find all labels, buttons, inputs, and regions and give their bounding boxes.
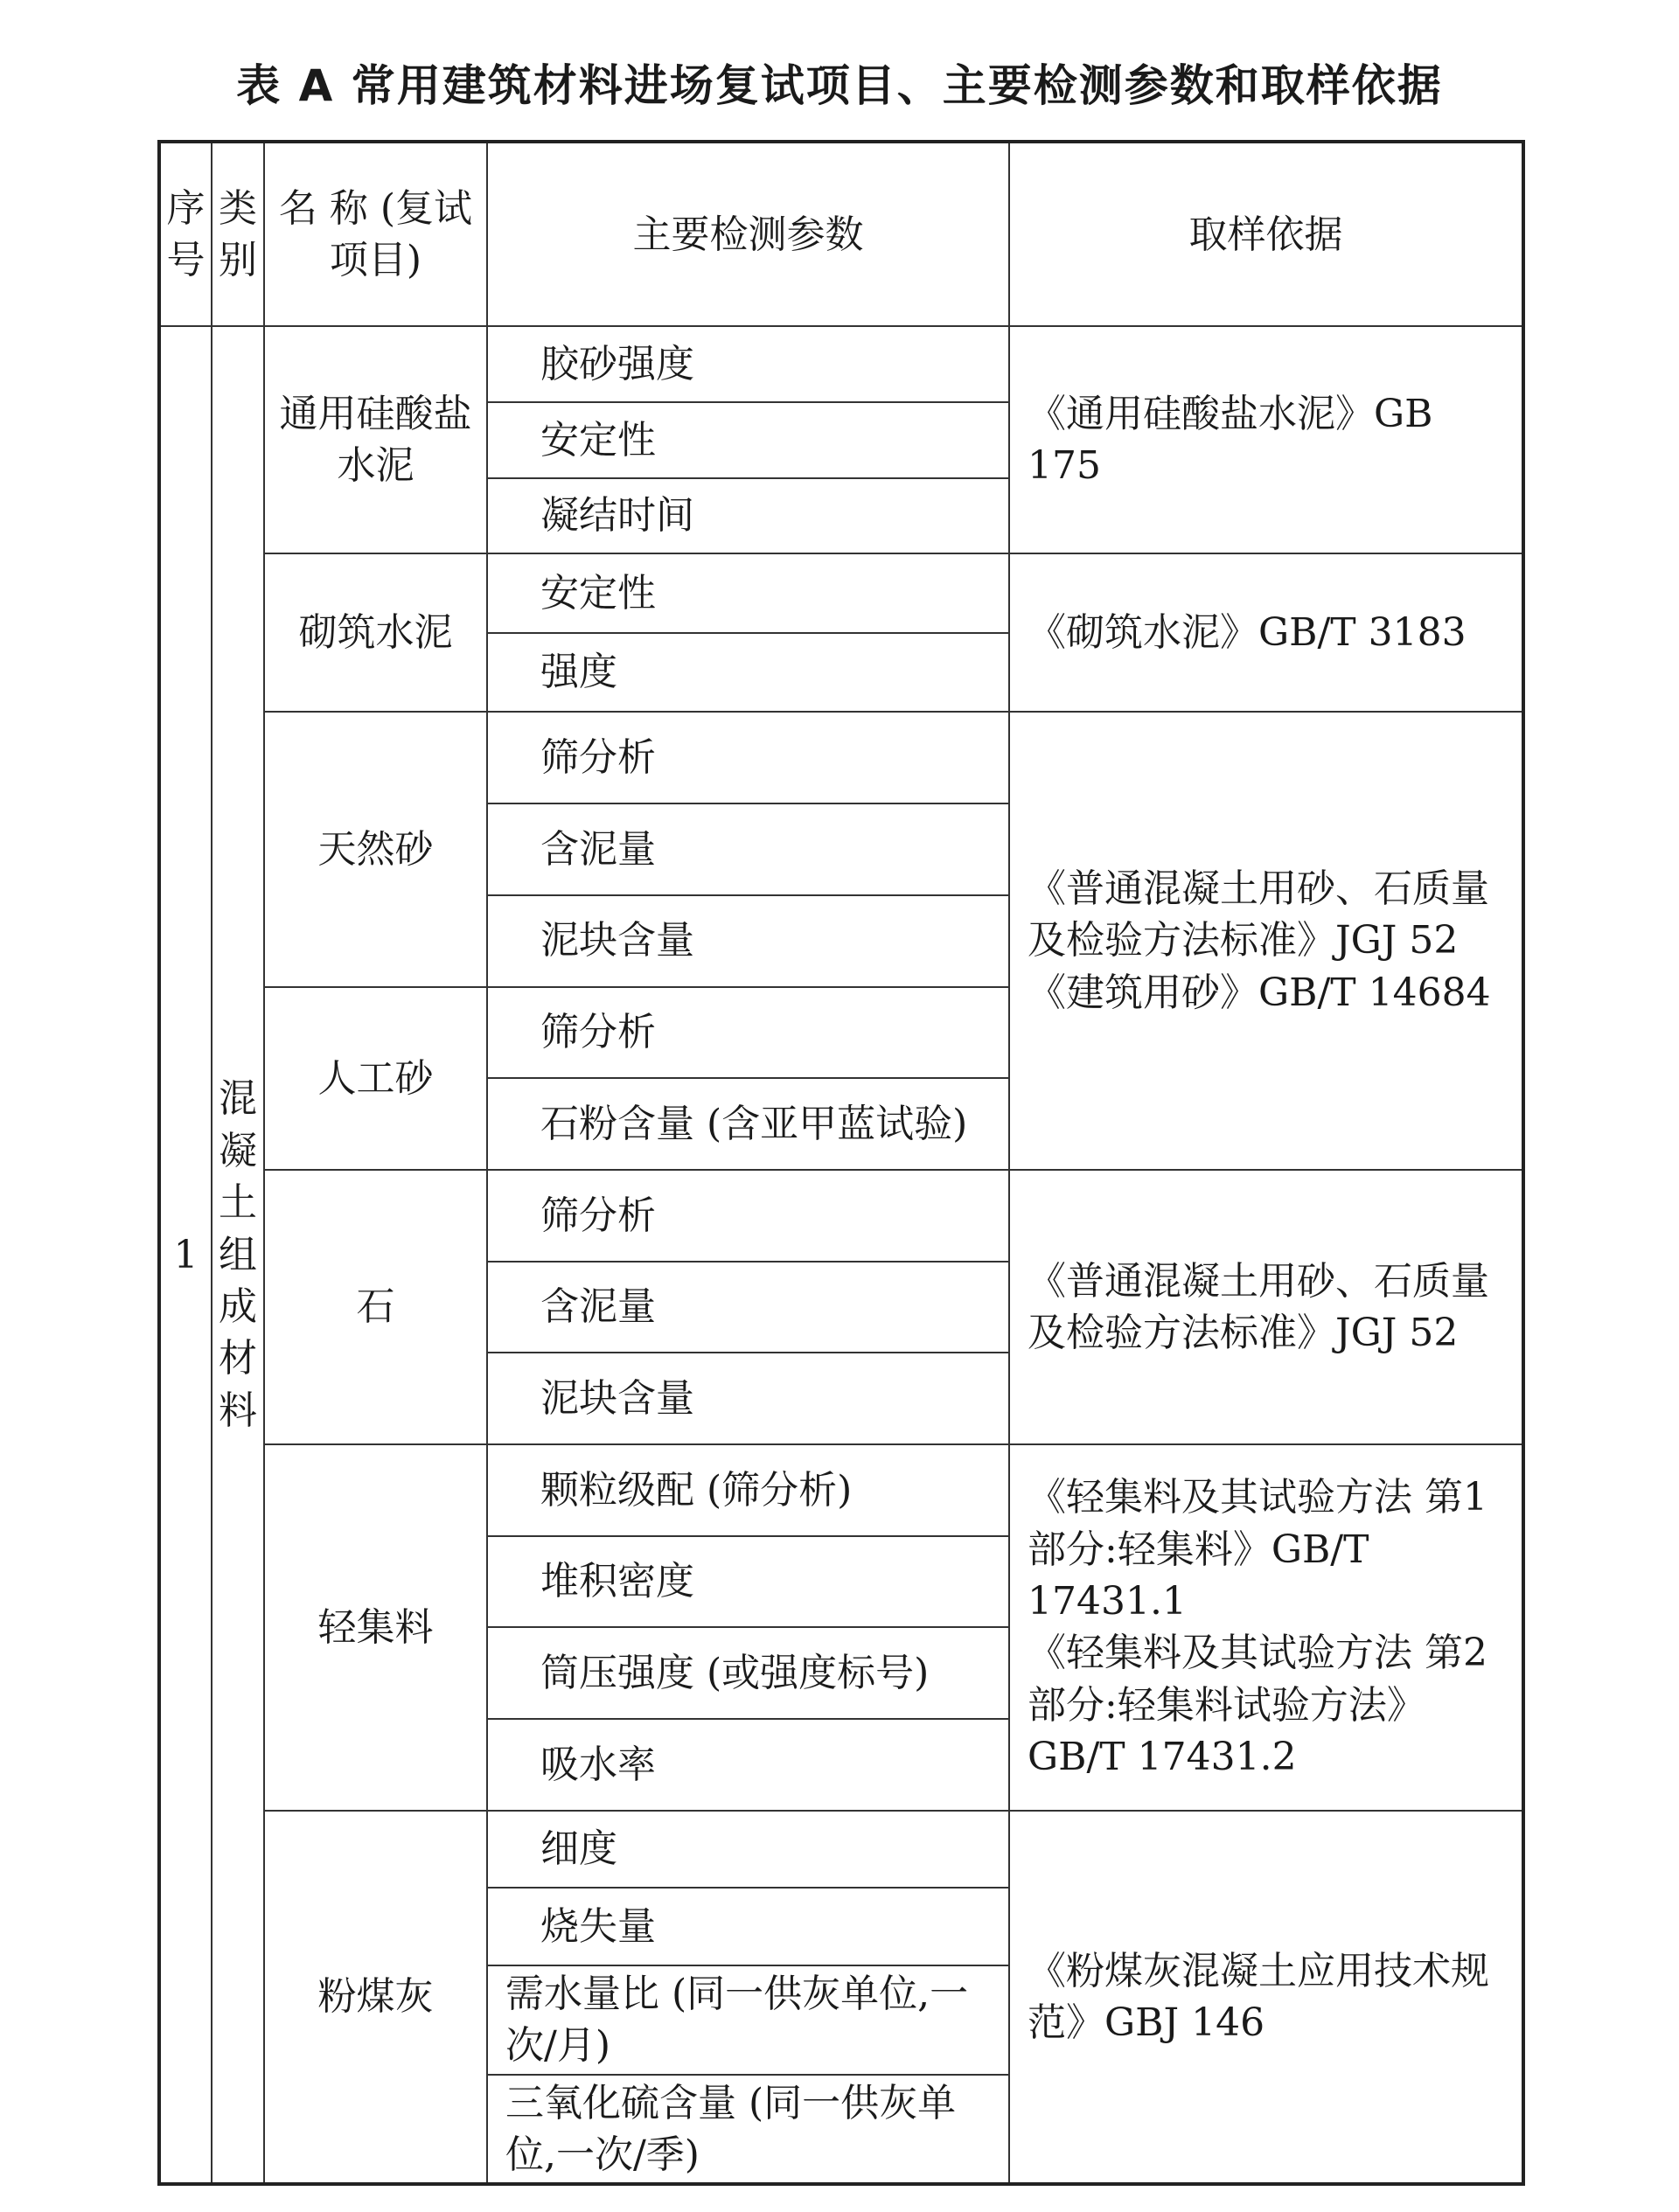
param-cell: 筒压强度 (或强度标号)	[487, 1627, 1009, 1719]
header-name: 名 称 (复试项目)	[264, 142, 487, 326]
basis-cell: 《轻集料及其试验方法 第1部分:轻集料》GB/T 17431.1 《轻集料及其试验方法 第2部分:轻集料试验方法》GB/T 17431.2	[1009, 1444, 1523, 1811]
param-cell: 吸水率	[487, 1719, 1009, 1811]
param-cell: 细度	[487, 1811, 1009, 1889]
materials-table	[157, 140, 1525, 2186]
header-params: 主要检测参数	[487, 142, 1009, 326]
param-cell: 筛分析	[487, 987, 1009, 1079]
param-cell: 堆积密度	[487, 1536, 1009, 1628]
table-row	[159, 1444, 1523, 1536]
header-seq: 序号	[159, 142, 212, 326]
material-name: 天然砂	[264, 712, 487, 986]
material-name: 石	[264, 1170, 487, 1444]
param-cell: 泥块含量	[487, 895, 1009, 987]
basis-cell: 《普通混凝土用砂、石质量及检验方法标准》JGJ 52	[1009, 1170, 1523, 1444]
table-row	[159, 326, 1523, 402]
param-cell: 凝结时间	[487, 478, 1009, 554]
header-row	[159, 142, 1523, 326]
param-cell: 筛分析	[487, 712, 1009, 803]
material-name: 人工砂	[264, 987, 487, 1170]
header-basis: 取样依据	[1009, 142, 1523, 326]
param-cell: 需水量比 (同一供灰单位,一次/月)	[487, 1965, 1009, 2075]
param-cell: 泥块含量	[487, 1353, 1009, 1444]
param-cell: 强度	[487, 633, 1009, 713]
category-cell: 混凝土组成材料	[212, 326, 264, 2184]
material-name: 粉煤灰	[264, 1811, 487, 2184]
material-name: 轻集料	[264, 1444, 487, 1811]
param-cell: 安定性	[487, 402, 1009, 478]
param-cell: 筛分析	[487, 1170, 1009, 1262]
basis-cell: 《普通混凝土用砂、石质量及检验方法标准》JGJ 52 《建筑用砂》GB/T 14684	[1009, 712, 1523, 1170]
seq-cell: 1	[159, 326, 212, 2184]
material-name: 砌筑水泥	[264, 553, 487, 712]
param-cell: 胶砂强度	[487, 326, 1009, 402]
table-title: 表 A 常用建筑材料进场复试项目、主要检测参数和取样依据	[236, 60, 1443, 111]
material-name: 通用硅酸盐水泥	[264, 326, 487, 553]
table-row	[159, 1170, 1523, 1262]
param-cell: 含泥量	[487, 1262, 1009, 1353]
param-cell: 石粉含量 (含亚甲蓝试验)	[487, 1078, 1009, 1170]
table-row	[159, 553, 1523, 633]
param-cell: 三氧化硫含量 (同一供灰单位,一次/季)	[487, 2075, 1009, 2184]
param-cell: 安定性	[487, 553, 1009, 633]
basis-cell: 《通用硅酸盐水泥》GB 175	[1009, 326, 1523, 553]
header-category: 类别	[212, 142, 264, 326]
table-row	[159, 1811, 1523, 1889]
param-cell: 颗粒级配 (筛分析)	[487, 1444, 1009, 1536]
table-row	[159, 712, 1523, 803]
param-cell: 含泥量	[487, 803, 1009, 895]
basis-cell: 《砌筑水泥》GB/T 3183	[1009, 553, 1523, 712]
param-cell: 烧失量	[487, 1888, 1009, 1965]
basis-cell: 《粉煤灰混凝土应用技术规范》GBJ 146	[1009, 1811, 1523, 2184]
